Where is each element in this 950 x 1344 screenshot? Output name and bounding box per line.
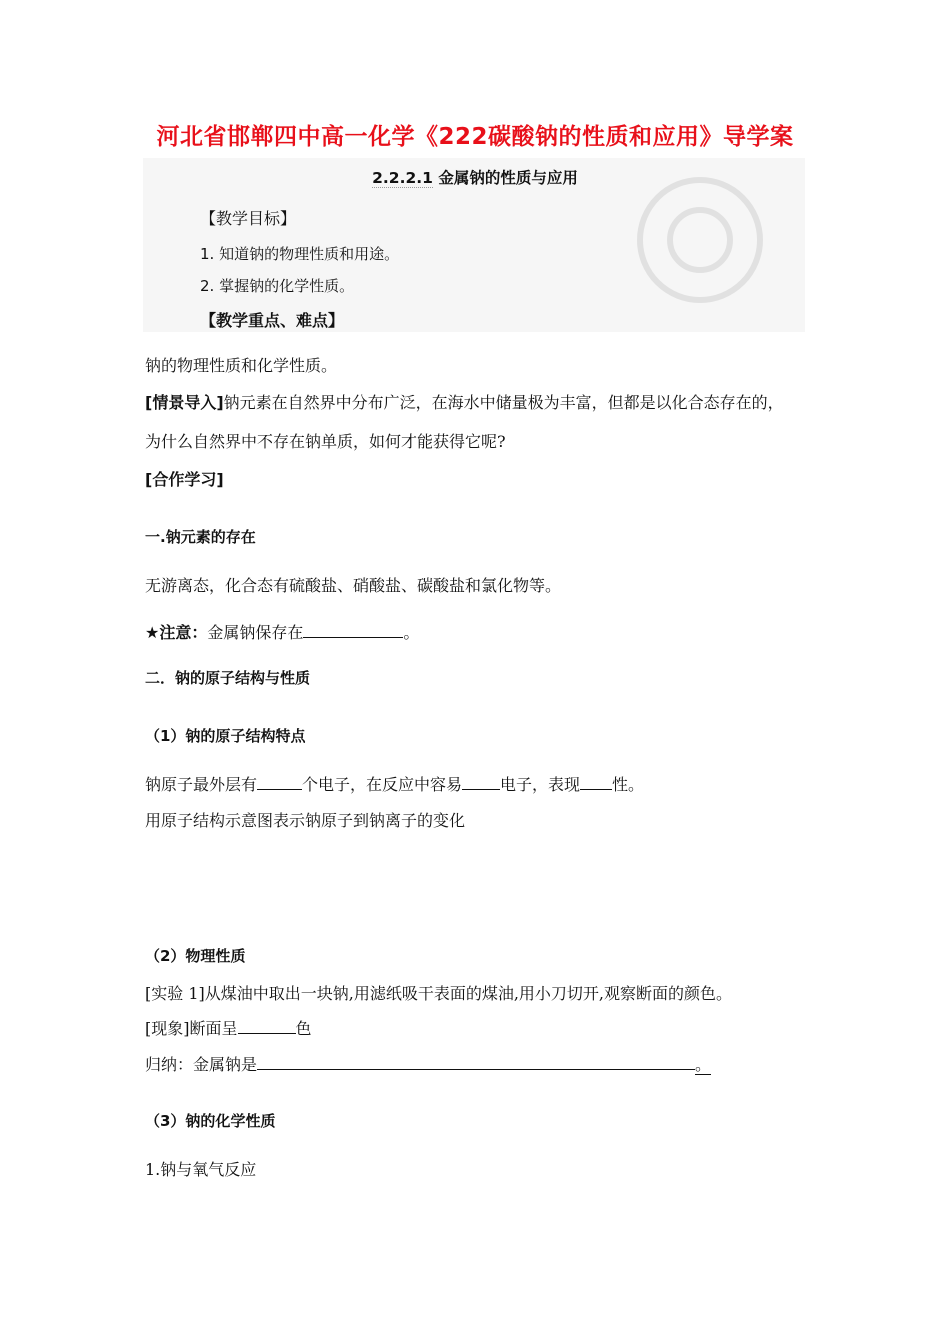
- section1-body: 无游离态，化合态有硫酸盐、硝酸盐、碳酸盐和氯化物等。: [145, 576, 562, 595]
- intro-text-1: 钠元素在自然界中分布广泛，在海水中储量极为丰富，但都是以化合态存在的，: [223, 393, 784, 412]
- property-blank[interactable]: [580, 773, 612, 790]
- sub3-item-1: 1.钠与氧气反应: [145, 1160, 257, 1179]
- cooperative-heading: [合作学习]: [145, 470, 224, 489]
- note-end: 。: [403, 623, 420, 642]
- objective-item-2: 2. 掌握钠的化学性质。: [200, 277, 355, 295]
- phenomenon-line: [145, 1016, 312, 1039]
- intro-line-1: [145, 390, 784, 413]
- intro-line-2: 为什么自然界中不存在钠单质，如何才能获得它呢?: [145, 432, 506, 451]
- lose-gain-blank[interactable]: [462, 773, 500, 790]
- lesson-subtitle-text: 金属钠的性质与应用: [438, 169, 578, 187]
- sub1-line-1: [145, 772, 644, 795]
- sub1-text-c: 电子，表现: [500, 775, 581, 794]
- note-text: 金属钠保存在: [207, 623, 304, 642]
- lesson-subtitle: [0, 166, 950, 188]
- objective-item-1: 1. 知道钠的物理性质和用途。: [200, 245, 400, 263]
- key-points-text: 钠的物理性质和化学性质。: [145, 356, 338, 375]
- sub2-heading: （2）物理性质: [145, 947, 246, 965]
- electron-count-blank[interactable]: [257, 773, 302, 790]
- section2-heading: 二．钠的原子结构与性质: [145, 669, 311, 687]
- phenomenon-text-a: [现象]断面呈: [145, 1019, 238, 1038]
- key-points-heading: 【教学重点、难点】: [200, 311, 345, 330]
- sub1-text-a: 钠原子最外层有: [145, 775, 258, 794]
- sub1-line-2: 用原子结构示意图表示钠原子到钠离子的变化: [145, 811, 466, 830]
- document-title: 河北省邯郸四中高一化学《222碳酸钠的性质和应用》导学案: [156, 124, 794, 150]
- section1-note: [145, 620, 419, 643]
- sub3-heading: （3）钠的化学性质: [145, 1112, 276, 1130]
- summary-end: 。: [695, 1055, 712, 1074]
- sub1-text-d: 性。: [612, 775, 645, 794]
- intro-label: [情景导入]: [145, 393, 224, 412]
- note-label: ★注意：: [145, 623, 208, 642]
- section1-heading: 一.钠元素的存在: [145, 528, 256, 546]
- summary-line: [145, 1052, 711, 1075]
- phenomenon-text-b: 色: [295, 1019, 312, 1038]
- color-blank[interactable]: [238, 1017, 296, 1034]
- summary-label: 归纳：金属钠是: [145, 1055, 258, 1074]
- sub1-heading: （1）钠的原子结构特点: [145, 727, 306, 745]
- objectives-heading: 【教学目标】: [200, 209, 297, 228]
- note-blank[interactable]: [303, 621, 403, 638]
- lesson-number: 2.2.2.1: [372, 169, 433, 187]
- sub1-text-b: 个电子，在反应中容易: [302, 775, 463, 794]
- summary-blank[interactable]: [257, 1053, 695, 1070]
- experiment-text: [实验 1]从煤油中取出一块钠,用滤纸吸干表面的煤油,用小刀切开,观察断面的颜色。: [145, 984, 733, 1003]
